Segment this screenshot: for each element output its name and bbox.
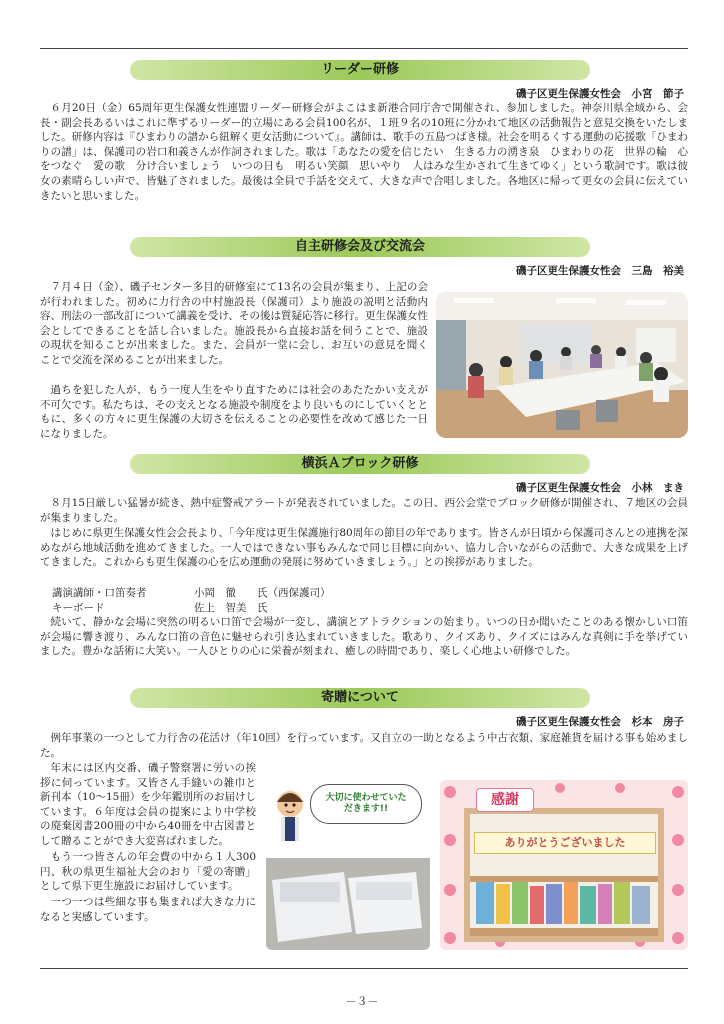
section-paragraph: 一つ一つは些細な事も集まれば大きな力になると実感しています。 xyxy=(40,896,256,923)
section-paragraph: 例年事業の一つとして力行舎の花活け（年10回）を行っています。又自立の一助となるよう中古衣類、家庭雑貨を届ける事も始めました。 xyxy=(40,732,688,759)
credit-row xyxy=(52,585,331,600)
section-author: 磯子区更生保護女性会 杉本 房子 xyxy=(516,716,684,728)
page-number: －３－ xyxy=(345,995,379,1008)
donation-boxes-photo xyxy=(266,782,430,950)
section-paragraph: 続いて、静かな会場に突然の明るい口笛で会場が一変し、講演とアトラクションの始まり。いつの日か聞いたことのある懐かしい口笛が会場に響き渡り、みんな口笛の音色に魅せられ引き込まれていきました。歌あり、クイズあり、クイズにはみんな真剣に手を挙げていました。豊かな話術に大笑い。一人ひとりの心に栄養が刻まれ、癒しの時間であり、楽しく心地よい研修でした。 xyxy=(40,616,688,658)
section-banner-leader-training xyxy=(130,60,590,80)
credit-role: 講演講師・口笛奏者 xyxy=(52,587,147,599)
top-rule xyxy=(40,48,688,49)
section-title: リーダー研修 xyxy=(320,62,399,77)
section-banner-block-training xyxy=(130,454,590,474)
section-paragraph: 年末には区内交番、磯子警察署に労いの挨拶に伺っています。又皆さん手縫いの雑巾と新刊本（10〜15冊）を少年鑑別所のお届けしています。６年度は会員の提案により中学校の廃棄図書200冊の中から40冊を中古図書として贈ることができ大変喜ばれました。 xyxy=(40,762,256,847)
section-paragraph: 過ちを犯した人が、もう一度人生をやり直すためには社会のあたたかい支えが不可欠です。私たちは、その支えとなる施設や制度をより良いものにしていくとともに、多くの方々に更生保護の大切さを伝えることの必要性を改めて感じた一日になりました。 xyxy=(40,384,428,440)
section-author: 磯子区更生保護女性会 小宮 節子 xyxy=(516,88,684,100)
speech-bubble-text: 大切に使わせていただきます!! xyxy=(325,793,407,814)
thanks-banner: ありがとうございました xyxy=(474,832,656,854)
section-banner-donation xyxy=(130,688,590,708)
section-title: 横浜Ａブロック研修 xyxy=(301,456,419,471)
speech-bubble xyxy=(310,784,422,824)
thanks-bookshelf-photo xyxy=(440,780,688,950)
section-paragraph: はじめに県更生保護女性会会長より、「今年度は更生保護施行80周年の節目の年であります。皆さんが日頃から保護司さんとの連携を深めながら地域活動を進めてきました。一人ではできない事もみんなで同じ目標に向かい、協力し合いながらの活動で、大きな成果を上げてきました。これからも更生保護の心を広め運動の発展に努めていきましょう。」との挨拶がありました。 xyxy=(40,527,688,569)
section-banner-self-study xyxy=(130,237,590,257)
thanks-sign: 感謝 xyxy=(476,788,534,812)
section-title: 寄贈について xyxy=(321,690,399,705)
section-author: 磯子区更生保護女性会 小林 まき xyxy=(516,482,684,494)
section-author: 磯子区更生保護女性会 三島 裕美 xyxy=(516,265,684,277)
credit-name: 佐上 智美 氏 xyxy=(194,602,268,614)
credit-row xyxy=(52,600,268,615)
meeting-room-photo xyxy=(436,292,688,438)
section-paragraph: ８月15日厳しい猛暑が続き、熱中症警戒アラートが発表されていました。この日、西公会堂でブロック研修が開催され、７地区の会員が集まりました。 xyxy=(40,497,688,524)
credit-role: キーボード xyxy=(52,602,105,614)
credit-name: 小岡 徹 氏（西保護司） xyxy=(194,587,331,599)
section-paragraph: ７月４日（金）、磯子センター多目的研修室にて13名の会員が集まり、上記の会が行われました。初めに力行舎の中村施設長（保護司）より施設の説明と活動内容、刑法の一部改訂について講義を受け、その後は質疑応答に移行。更生保護女性会としてできることを話し合いました。施設長から直接お話を伺うことで、施設の現状を知ることが出来ました。また、会員が一堂に会し、お互いの意見を聞くことで交流を深めることが出来ました。 xyxy=(40,281,428,366)
bottom-rule xyxy=(40,968,688,969)
section-paragraph: もう一つ皆さんの年会費の中から１人300円、秋の県更生福祉大会のおり「愛の寄贈」として県下更生施設にお届けしています。 xyxy=(40,851,256,893)
section-paragraph: ６月20日（金）65周年更生保護女性連盟リーダー研修会がよこはま新港合同庁舎で開催され、参加しました。神奈川県全域から、会長・副会長あるいはこれに準ずるリーダー的立場にある会員100名が、１班９名の10班に分かれて地区の活動報告と意見交換をいたしました。研修内容は『ひまわりの譜から紐解く更女活動について』。講師は、歌手の五島つばき様。社会を明るくする運動の応援歌「ひまわりの譜」は、保護司の岩口和義さんが作詞されました。歌は「あなたの愛を信じたい 生きる力の湧き泉 ひまわりの花 世界の輪 心をつなぐ 愛の歌 分け合いましょう いつの日も 明るい笑顔 思いやり 人はみな生かされて生きてゆく」という歌詞です。歌は彼女の素晴らしい声で、皆魅了されました。最後は全員で手話を交えて、大きな声で合唱しました。各地区に帰って更女の会員に伝えていきたいと思いました。 xyxy=(40,102,688,202)
section-title: 自主研修会及び交流会 xyxy=(294,239,425,254)
meeting-room-illustration xyxy=(436,292,688,438)
